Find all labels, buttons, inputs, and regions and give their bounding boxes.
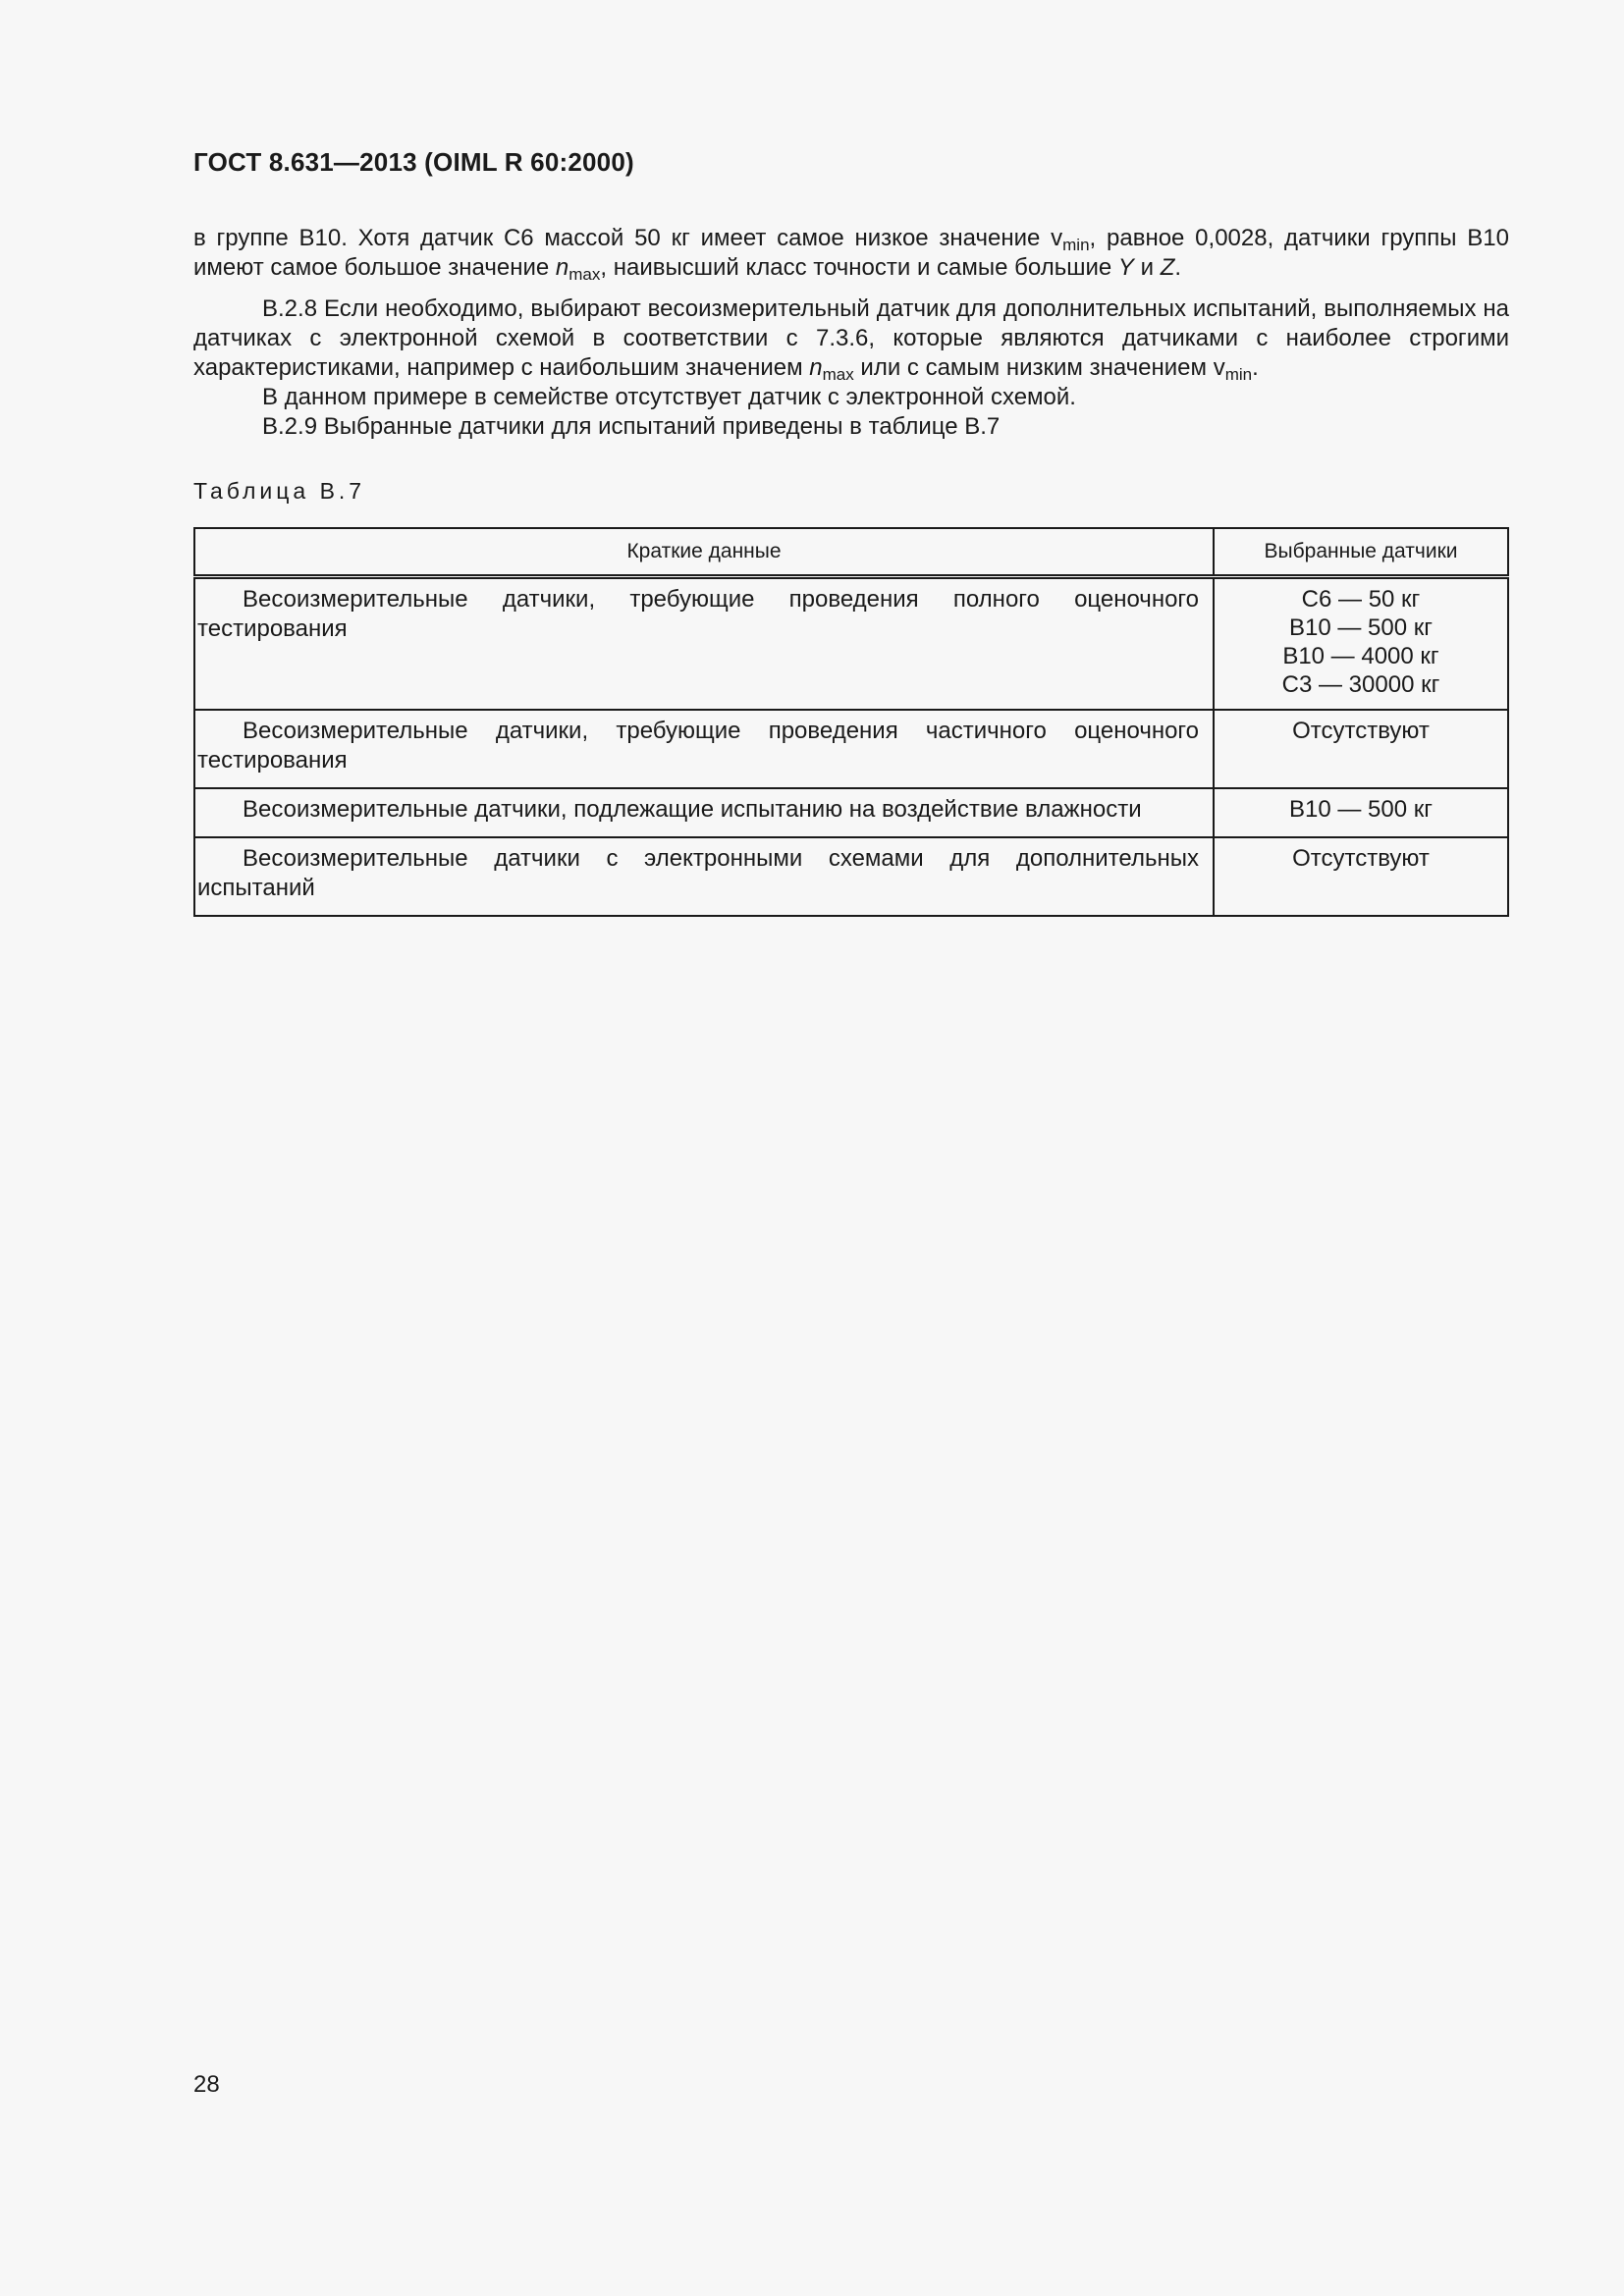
- paragraph-intro: в группе В10. Хотя датчик С6 массой 50 кг имеет самое низкое значение $v_{min}$, равное 0,0028, датчики группы В10 имеют самое большое значение $n_{max}$, наивысший класс точности и самые большие Y и Z.: [193, 225, 1510, 284]
- row-selected-sensors: [1214, 788, 1508, 837]
- selected-sensor: В10 — 4000 кг: [1282, 643, 1439, 669]
- row-description: Весоизмерительные датчики, подлежащие испытанию на воздействие влажности: [194, 788, 1214, 837]
- table-row: [194, 788, 1508, 837]
- paragraph-b-2-8: В.2.8 Если необходимо, выбирают весоизмерительный датчик для дополнительных испытаний, выполняемых на датчиках с электронной схемой в соответствии с 7.3.6, которые являются датчиками с наиболее строгими характеристиками, например с наибольшим значением $n_{max}$ или с самым низким значением $v_{min}$.: [193, 295, 1509, 384]
- paragraph-example-note: В данном примере в семействе отсутствует датчик с электронной схемой.: [262, 384, 1076, 410]
- row-selected-sensors: [1214, 577, 1508, 711]
- body-text: [193, 224, 1509, 442]
- page-number: 28: [193, 2071, 220, 2098]
- document-header: ГОСТ 8.631—2013 (OIML R 60:2000): [193, 147, 634, 177]
- selected-sensor: В10 — 500 кг: [1288, 796, 1433, 823]
- table-row: [194, 837, 1508, 916]
- row-selected-sensors: [1214, 710, 1508, 788]
- paragraph-b-2-9: В.2.9 Выбранные датчики для испытаний приведены в таблице В.7: [262, 413, 1001, 440]
- row-description: Весоизмерительные датчики, требующие проведения частичного оценочного тестирования: [194, 710, 1214, 788]
- selected-sensor: С3 — 30000 кг: [1281, 671, 1440, 698]
- column-header-selected: Выбранные датчики: [1214, 528, 1508, 577]
- selected-sensor: Отсутствуют: [1292, 845, 1430, 872]
- table-header-row: [194, 528, 1508, 577]
- row-selected-sensors: [1214, 837, 1508, 916]
- column-header-summary: Краткие данные: [194, 528, 1214, 577]
- row-description: Весоизмерительные датчики с электронными схемами для дополнительных испытаний: [194, 837, 1214, 916]
- selected-sensors-table: [193, 527, 1509, 917]
- selected-sensor: Отсутствуют: [1292, 718, 1430, 744]
- table-row: [194, 577, 1508, 711]
- table-caption: Таблица В.7: [193, 478, 366, 504]
- row-description: Весоизмерительные датчики, требующие проведения полного оценочного тестирования: [194, 577, 1214, 711]
- selected-sensor: В10 — 500 кг: [1288, 614, 1433, 641]
- table-row: [194, 710, 1508, 788]
- selected-sensor: С6 — 50 кг: [1301, 586, 1421, 613]
